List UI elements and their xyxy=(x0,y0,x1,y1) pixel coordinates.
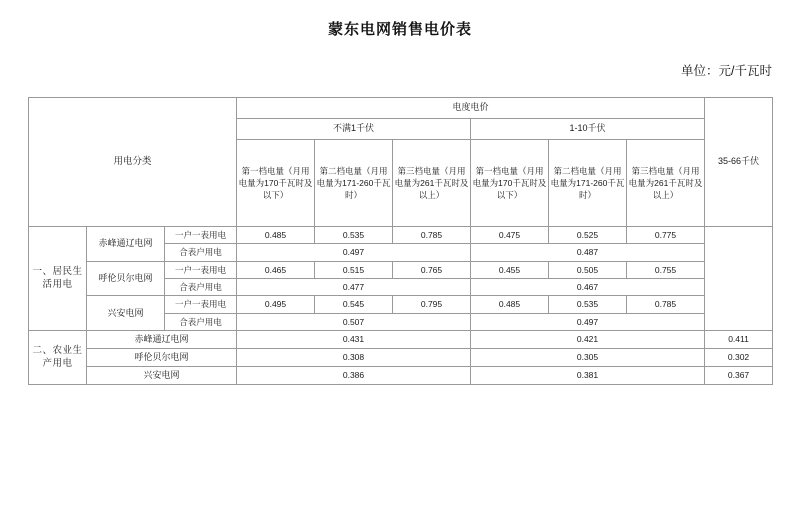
cell-value: 0.467 xyxy=(471,278,705,295)
header-category: 用电分类 xyxy=(29,98,237,227)
cell-value: 0.785 xyxy=(393,227,471,244)
table-row xyxy=(29,366,773,384)
meter-label-single: 一户一表用电 xyxy=(165,296,237,313)
cell-value: 0.495 xyxy=(237,296,315,313)
cell-value: 0.785 xyxy=(627,296,705,313)
header-tier3-lt1kv: 第三档电量（月用电量为261千瓦时及以上） xyxy=(393,140,471,227)
table-row xyxy=(29,227,773,244)
cell-value-35-66: 0.411 xyxy=(705,330,773,348)
cell-value: 0.765 xyxy=(393,261,471,278)
table-header-row-1 xyxy=(29,98,773,119)
cell-value: 0.507 xyxy=(237,313,471,330)
cell-value: 0.515 xyxy=(315,261,393,278)
meter-label-single: 一户一表用电 xyxy=(165,227,237,244)
table-row xyxy=(29,261,773,278)
cell-value: 0.487 xyxy=(471,244,705,261)
cell-value: 0.386 xyxy=(237,366,471,384)
cell-value: 0.455 xyxy=(471,261,549,278)
header-tier2-1to10kv: 第二档电量（月用电量为171-260千瓦时） xyxy=(549,140,627,227)
cell-value: 0.535 xyxy=(549,296,627,313)
electricity-rate-table xyxy=(28,97,773,385)
cell-value: 0.775 xyxy=(627,227,705,244)
cell-value: 0.497 xyxy=(237,244,471,261)
meter-label-combined: 合表户用电 xyxy=(165,244,237,261)
grid-label-xingan: 兴安电网 xyxy=(87,296,165,331)
header-voltage-35-66: 35-66千伏 xyxy=(705,98,773,227)
cell-value: 0.381 xyxy=(471,366,705,384)
header-price-group: 电度电价 xyxy=(237,98,705,119)
section-label-residential: 一、居民生活用电 xyxy=(29,227,87,331)
cell-value-35-66: 0.367 xyxy=(705,366,773,384)
grid-label-chifeng-tongliao-agri: 赤峰通辽电网 xyxy=(87,330,237,348)
grid-label-hulunbuir-agri: 呼伦贝尔电网 xyxy=(87,348,237,366)
cell-value: 0.421 xyxy=(471,330,705,348)
cell-value: 0.485 xyxy=(471,296,549,313)
section-label-agricultural: 二、农业生产用电 xyxy=(29,330,87,384)
grid-label-chifeng-tongliao: 赤峰通辽电网 xyxy=(87,227,165,262)
grid-label-hulunbuir: 呼伦贝尔电网 xyxy=(87,261,165,296)
rate-table-container xyxy=(28,97,772,385)
cell-value: 0.308 xyxy=(237,348,471,366)
cell-value: 0.525 xyxy=(549,227,627,244)
cell-value: 0.795 xyxy=(393,296,471,313)
meter-label-combined: 合表户用电 xyxy=(165,313,237,330)
cell-value-35-66: 0.302 xyxy=(705,348,773,366)
table-row xyxy=(29,296,773,313)
cell-value-35-66 xyxy=(705,227,773,331)
meter-label-combined: 合表户用电 xyxy=(165,278,237,295)
cell-value: 0.485 xyxy=(237,227,315,244)
cell-value: 0.505 xyxy=(549,261,627,278)
cell-value: 0.497 xyxy=(471,313,705,330)
cell-value: 0.465 xyxy=(237,261,315,278)
header-tier1-lt1kv: 第一档电量（月用电量为170千瓦时及以下） xyxy=(237,140,315,227)
header-tier3-1to10kv: 第三档电量（月用电量为261千瓦时及以上） xyxy=(627,140,705,227)
header-tier1-1to10kv: 第一档电量（月用电量为170千瓦时及以下） xyxy=(471,140,549,227)
table-row xyxy=(29,330,773,348)
cell-value: 0.755 xyxy=(627,261,705,278)
document-page xyxy=(0,18,800,513)
unit-note: 单位：元/千瓦时 xyxy=(681,64,772,78)
header-tier2-lt1kv: 第二档电量（月用电量为171-260千瓦时） xyxy=(315,140,393,227)
cell-value: 0.545 xyxy=(315,296,393,313)
cell-value: 0.535 xyxy=(315,227,393,244)
cell-value: 0.475 xyxy=(471,227,549,244)
header-voltage-lt1kv: 不满1千伏 xyxy=(237,119,471,140)
grid-label-xingan-agri: 兴安电网 xyxy=(87,366,237,384)
page-title: 蒙东电网销售电价表 xyxy=(327,21,472,38)
header-voltage-1to10kv: 1-10千伏 xyxy=(471,119,705,140)
cell-value: 0.431 xyxy=(237,330,471,348)
cell-value: 0.477 xyxy=(237,278,471,295)
table-row xyxy=(29,348,773,366)
cell-value: 0.305 xyxy=(471,348,705,366)
meter-label-single: 一户一表用电 xyxy=(165,261,237,278)
